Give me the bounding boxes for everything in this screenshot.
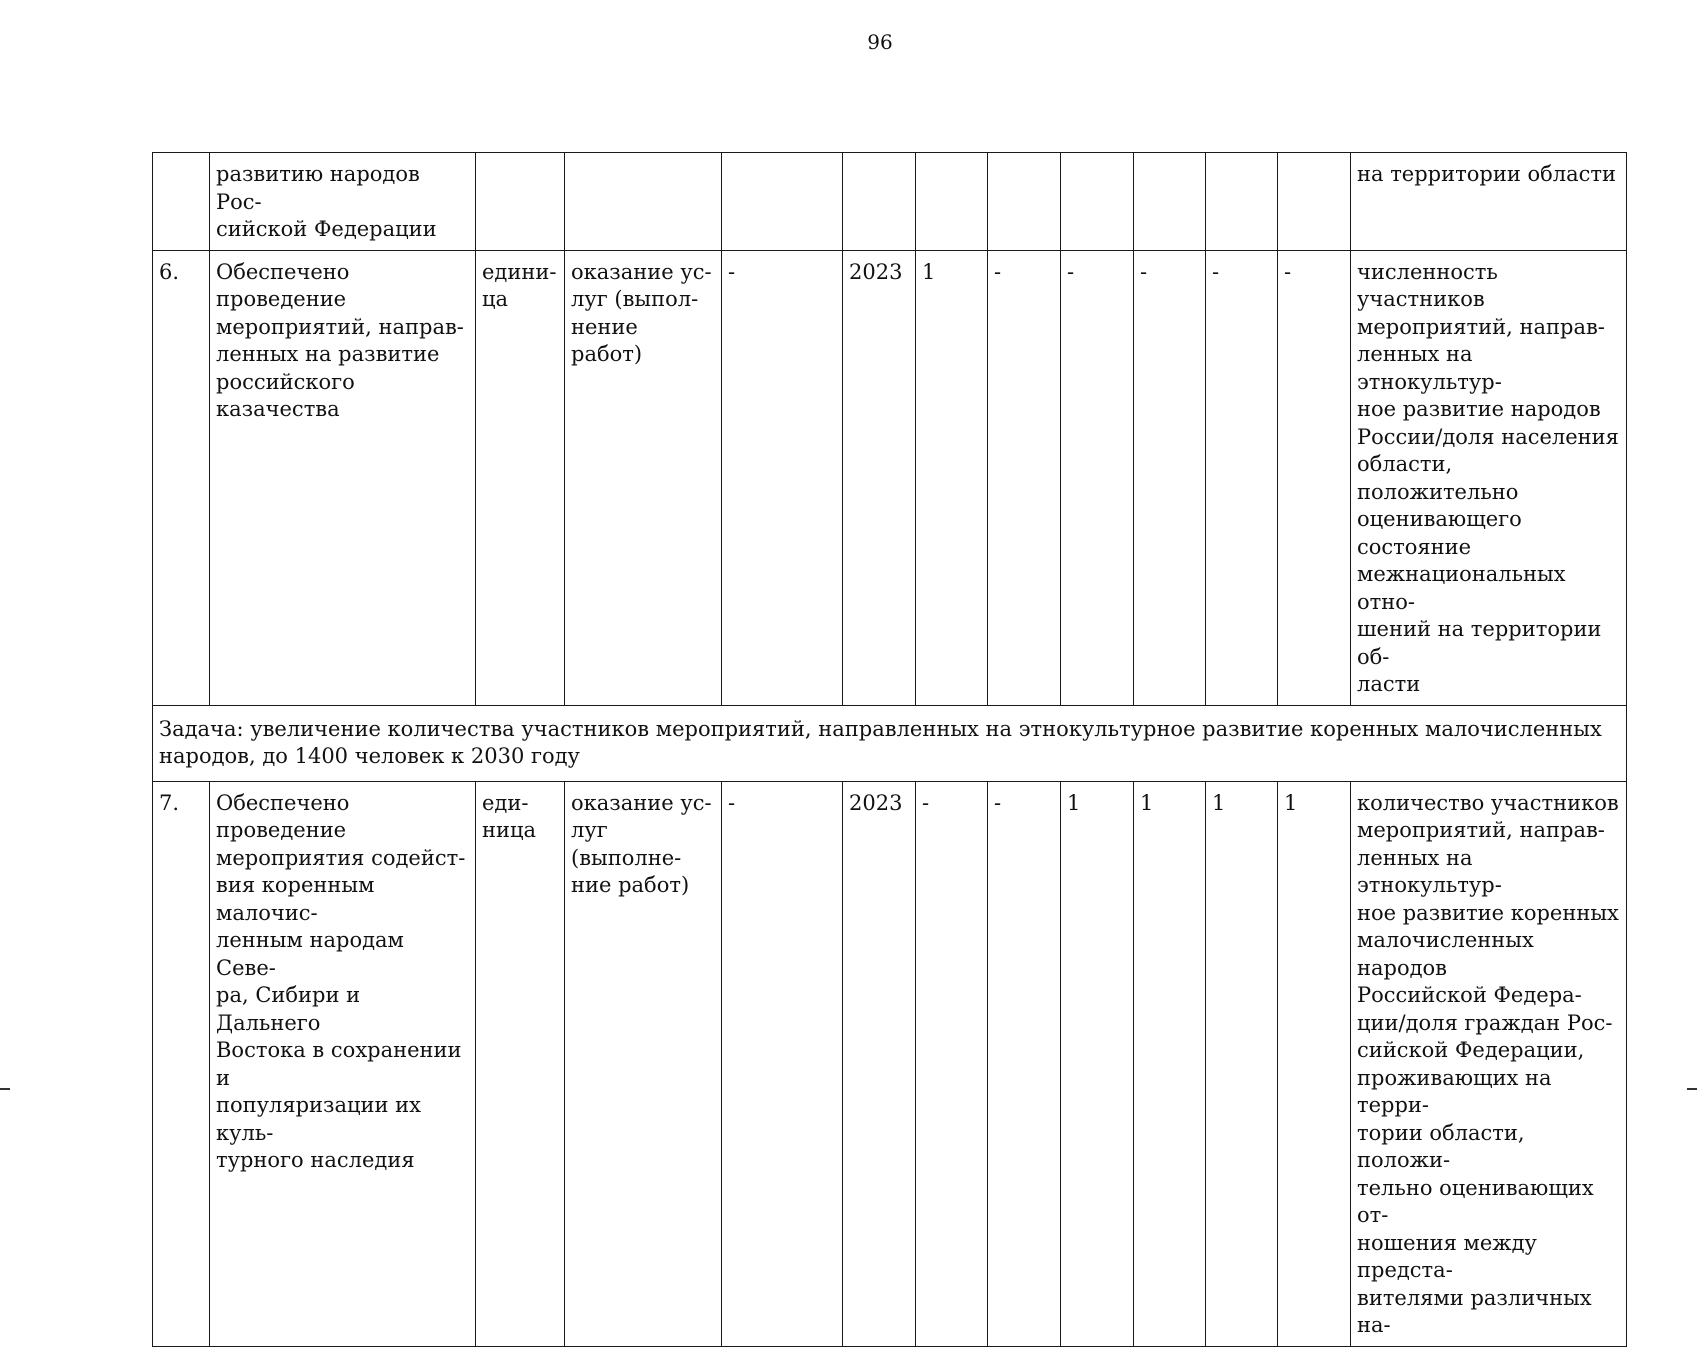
cell-value-1 [916, 153, 988, 251]
cell-indicator: количество участников мероприятий, направ- ленных на этнокультур- ное развитие коренных малочисленных народов Российской Федера- ции/доля граждан Рос- сийской Федерации, проживающих на терри- тории области, положи- тельно оценивающих от- ношения между предста- вителями различных на- [1351, 781, 1627, 1346]
cell-value-2 [988, 153, 1061, 251]
cell-value-5 [1206, 153, 1278, 251]
cell-year: 2023 [843, 250, 916, 705]
table-row [153, 781, 1627, 1346]
cell-value-3: - [1061, 250, 1134, 705]
cell-indicator: на территории области [1351, 153, 1627, 251]
cell-type: оказание ус- луг (выполне- ние работ) [565, 781, 722, 1346]
cell-value-2: - [988, 781, 1061, 1346]
cell-value-5: - [1206, 250, 1278, 705]
cell-value-6: - [1278, 250, 1351, 705]
cell-type [565, 153, 722, 251]
cell-value-6: 1 [1278, 781, 1351, 1346]
cell-num: 7. [153, 781, 210, 1346]
cell-name: Обеспечено проведение мероприятия содейст- вия коренным малочис- ленным народам Севе- ра, Сибири и Дальнего Востока в сохранении и популяризации их куль- турного наследия [210, 781, 476, 1346]
cell-base [722, 153, 843, 251]
cell-unit: еди- ница [476, 781, 565, 1346]
cell-unit [476, 153, 565, 251]
task-row [153, 705, 1627, 781]
cell-num: 6. [153, 250, 210, 705]
cell-value-6 [1278, 153, 1351, 251]
cell-value-3: 1 [1061, 781, 1134, 1346]
cell-unit: едини- ца [476, 250, 565, 705]
task-text: Задача: увеличение количества участников мероприятий, направленных на этнокультурное развитие коренных малочисленных народов, до 1400 человек к 2030 году [153, 705, 1627, 781]
scan-edge-mark-left [0, 1088, 10, 1090]
table-row [153, 250, 1627, 705]
cell-num [153, 153, 210, 251]
cell-value-4: - [1134, 250, 1206, 705]
cell-name: Обеспечено проведение мероприятий, направ- ленных на развитие российского казачества [210, 250, 476, 705]
cell-indicator: численность участников мероприятий, направ- ленных на этнокультур- ное развитие народов России/доля населения области, положительно оценивающего состояние межнациональных отно- шений на территории об- ласти [1351, 250, 1627, 705]
cell-value-4 [1134, 153, 1206, 251]
cell-year [843, 153, 916, 251]
cell-base: - [722, 250, 843, 705]
table-row [153, 153, 1627, 251]
program-table [152, 152, 1627, 1347]
cell-value-1: 1 [916, 250, 988, 705]
scan-edge-mark-right [1687, 1088, 1697, 1090]
cell-name: развитию народов Рос- сийской Федерации [210, 153, 476, 251]
cell-year: 2023 [843, 781, 916, 1346]
cell-base: - [722, 781, 843, 1346]
cell-value-5: 1 [1206, 781, 1278, 1346]
cell-value-1: - [916, 781, 988, 1346]
cell-value-2: - [988, 250, 1061, 705]
cell-value-4: 1 [1134, 781, 1206, 1346]
cell-value-3 [1061, 153, 1134, 251]
cell-type: оказание ус- луг (выпол- нение работ) [565, 250, 722, 705]
page-number: 96 [867, 30, 893, 54]
